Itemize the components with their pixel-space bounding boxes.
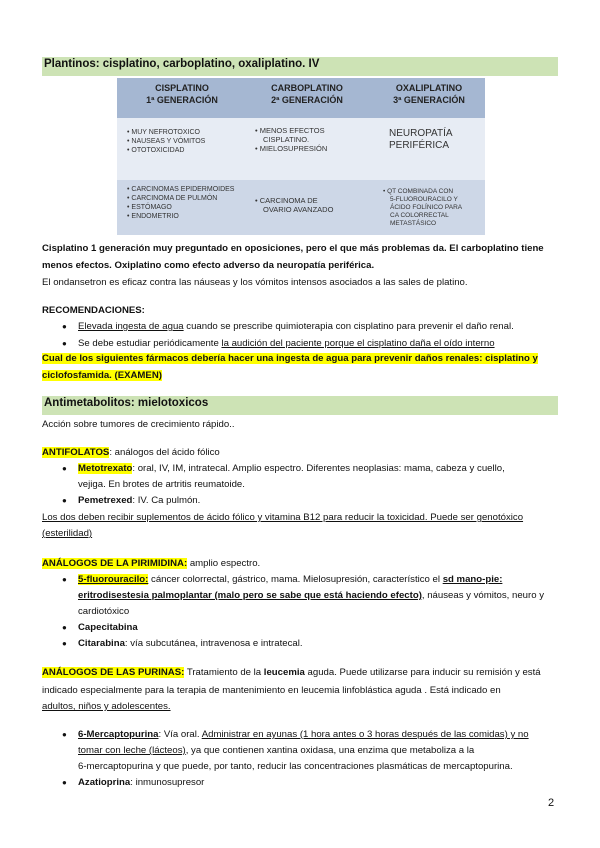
cell-cisplatino-indications: • CARCINOMAS EPIDERMOIDES • CARCINOMA DE PULMÓN • ESTÓMAGO • ENDOMETRIO [127, 186, 235, 220]
drug-emphasis: tomar con leche (lácteos) [78, 745, 186, 756]
pirimidina-desc: amplio espectro. [187, 558, 261, 569]
drug-desc: : oral, IV, IM, intratecal. Amplio espectro. Diferentes neoplasias: mama, cabeza y cuello, [132, 463, 505, 474]
bullet-icon: ● [62, 575, 67, 584]
pemetrexed-item [78, 494, 200, 507]
antifolatos-note-line2: (esterilidad) [42, 528, 93, 539]
citarabina-item [78, 637, 303, 650]
col3-subtitle: 3ª GENERACIÓN [393, 95, 465, 105]
drug-desc: , ya que contienen xantina oxidasa, una enzima que metaboliza a la [185, 745, 475, 756]
antifolatos-title [42, 446, 220, 459]
cell-item: ÁCIDO FOLÍNICO PARA [390, 204, 463, 211]
cell-item: NEUROPATÍA [389, 128, 453, 139]
bullet-icon: ● [62, 623, 67, 632]
purinas-text: Tratamiento de la [184, 667, 264, 678]
pirimidina-label: ANÁLOGOS DE LA PIRIMIDINA: [42, 558, 188, 569]
bullet-icon: ● [62, 322, 67, 331]
drug-name: Metotrexato [78, 463, 133, 474]
drug-emphasis: Administrar en ayunas (1 hora antes o 3 horas después de las comidas) y no [201, 729, 529, 740]
drug-desc: : vía subcutánea, intravenosa e intratecal. [124, 638, 303, 649]
mercaptopurina-item-line3: 6-mercaptopurina y que puede, por tanto, reducir las concentraciones plasmáticas de mercaptopurina. [78, 761, 513, 772]
rec-water-emphasis: Elevada ingesta de agua [78, 321, 184, 332]
table-header-row [117, 78, 485, 118]
drug-name: 5-fluorouracilo: [78, 574, 149, 585]
drug-desc: : IV. Ca pulmón. [132, 495, 201, 506]
drug-name: 6-Mercaptopurina [78, 729, 159, 740]
capecitabina-item: Capecitabina [78, 622, 138, 633]
bullet-icon: ● [62, 730, 67, 739]
drug-name: Citarabina [78, 638, 125, 649]
cell-item: MIELOSUPRESIÓN [259, 144, 328, 153]
antifolatos-note-line1: Los dos deben recibir suplementos de ácido fólico y vitamina B12 para reducir la toxicidad. Puede ser genotóxico [42, 512, 524, 523]
fluorouracilo-item-line2 [78, 589, 544, 602]
cell-cisplatino-effects: • MUY NEFROTOXICO • NAUSEAS Y VÓMITOS • OTOTOXICIDAD [127, 129, 206, 154]
metotrexato-item-line2: vejiga. En brotes de artritis reumatoide. [78, 479, 245, 490]
purinas-label: ANÁLOGOS DE LAS PURINAS: [42, 667, 185, 678]
section-title: Plantinos: cisplatino, carboplatino, oxaliplatino. IV [44, 58, 320, 70]
rec-audition-emphasis: la audición del paciente porque el cisplatino daña el oído interno [221, 338, 495, 349]
purinas-text: aguda. Puede utilizarse para inducir su remisión y está [304, 667, 541, 678]
cell-item: NAUSEAS Y VÓMITOS [131, 138, 206, 145]
drug-desc: : Vía oral. [158, 729, 202, 740]
cisplatino-note-line2: menos efectos. Oxiplatino como efecto adverso da neuropatía periférica. [42, 260, 375, 271]
antifolatos-desc: : análogos del ácido fólico [109, 447, 220, 458]
drug-desc: , náuseas y vómitos, neuro y [421, 590, 545, 601]
cell-item: CISPLATINO. [263, 135, 310, 144]
drug-name: Azatioprina [78, 777, 131, 788]
col3-title: OXALIPLATINO [395, 83, 463, 93]
bullet-icon: ● [62, 639, 67, 648]
cell-item: MENOS EFECTOS [259, 126, 325, 135]
exam-question-text: Cual de los siguientes fármacos debería hacer una ingesta de agua para prevenir daños renales: cisplatino y [42, 353, 538, 364]
cisplatino-note-line1: Cisplatino 1 generación muy preguntado en oposiciones, pero el que más problemas da. El carboplatino tiene [42, 243, 544, 254]
col-cisplatino-header [137, 82, 227, 106]
azatioprina-item [78, 776, 204, 789]
drug-emphasis: eritrodisestesia palmoplantar (malo pero se sabe que está haciendo efecto) [78, 590, 422, 601]
cell-item: ENDOMETRIO [131, 213, 179, 220]
cell-item: CARCINOMAS EPIDERMOIDES [131, 186, 235, 193]
pirimidina-title [42, 557, 260, 570]
col1-title: CISPLATINO [155, 83, 209, 93]
rec-water-text: cuando se prescribe quimioterapia con cisplatino para prevenir el daño renal. [183, 321, 514, 332]
cell-item: ESTÓMAGO [131, 204, 172, 211]
drug-name: Pemetrexed [78, 495, 133, 506]
col1-subtitle: 1ª GENERACIÓN [146, 95, 218, 105]
cell-oxaliplatino-indications: • QT COMBINADA CON 5-FLUOROURACILO Y ÁCIDO FOLÍNICO PARA CA COLORRECTAL METASTÁSICO [383, 188, 463, 227]
cell-item: OVARIO AVANZADO [263, 205, 334, 214]
fluorouracilo-item-line3: cardiotóxico [78, 606, 130, 617]
antimetabolitos-intro: Acción sobre tumores de crecimiento rápido.. [42, 419, 235, 430]
section-title: Antimetabolitos: mielotoxicos [44, 397, 209, 409]
exam-question-text: ciclofosfamida. (EXAMEN) [42, 370, 162, 381]
col-carboplatino-header [257, 82, 357, 106]
cell-carboplatino-indications: • CARCINOMA DE OVARIO AVANZADO [255, 196, 334, 214]
bullet-icon: ● [62, 778, 67, 787]
metotrexato-item [78, 462, 505, 475]
purinas-line2: indicado especialmente para la terapia de mantenimiento en leucemia linfoblástica aguda . Está indicado en [42, 685, 501, 696]
rec-audition-text: Se debe estudiar periódicamente [78, 338, 222, 349]
mercaptopurina-item-line2 [78, 744, 474, 757]
antifolatos-label: ANTIFOLATOS [42, 447, 110, 458]
section-header-platinos [42, 57, 558, 76]
page-number: 2 [548, 797, 555, 809]
cell-item: 5-FLUOROURACILO Y [390, 196, 458, 203]
col-oxaliplatino-header [379, 82, 479, 106]
sd-mano-pie: sd mano-pie: [442, 574, 503, 585]
cell-carboplatino-effects: • MENOS EFECTOS CISPLATINO. • MIELOSUPRESIÓN [255, 126, 328, 153]
platinum-comparison-table [117, 78, 485, 235]
cell-item: CARCINOMA DE PULMÓN [131, 195, 218, 202]
bullet-icon: ● [62, 496, 67, 505]
bullet-icon: ● [62, 339, 67, 348]
recommendations-title: RECOMENDACIONES: [42, 305, 145, 316]
cell-oxaliplatino-effects [389, 128, 453, 152]
purinas-line1 [42, 666, 541, 679]
cell-item: CARCINOMA DE [259, 196, 318, 205]
exam-question-line1 [42, 352, 538, 365]
ondansetron-note: El ondansetron es eficaz contra las náuseas y los vómitos intensos asociados a las sales de platino. [42, 277, 468, 288]
fluorouracilo-item [78, 573, 502, 586]
rec-item-water [78, 320, 514, 333]
bullet-icon: ● [62, 464, 67, 473]
mercaptopurina-item [78, 728, 529, 741]
col2-title: CARBOPLATINO [271, 83, 343, 93]
drug-desc: cáncer colorrectal, gástrico, mama. Mielosupresión, característico el [148, 574, 443, 585]
section-header-antimetabolitos [42, 396, 558, 415]
purinas-leucemia: leucemia [263, 667, 305, 678]
drug-desc: : inmunosupresor [130, 777, 205, 788]
cell-item: CA COLORRECTAL [390, 212, 449, 219]
col2-subtitle: 2ª GENERACIÓN [271, 95, 343, 105]
cell-item: METASTÁSICO [390, 220, 437, 227]
cell-item: PERIFÉRICA [389, 140, 450, 151]
rec-item-audition [78, 337, 495, 350]
cell-item: OTOTOXICIDAD [131, 147, 185, 154]
cell-item: MUY NEFROTOXICO [131, 129, 200, 136]
purinas-line3: adultos, niños y adolescentes. [42, 701, 171, 712]
cell-item: QT COMBINADA CON [387, 188, 454, 195]
exam-question-line2 [42, 369, 162, 382]
